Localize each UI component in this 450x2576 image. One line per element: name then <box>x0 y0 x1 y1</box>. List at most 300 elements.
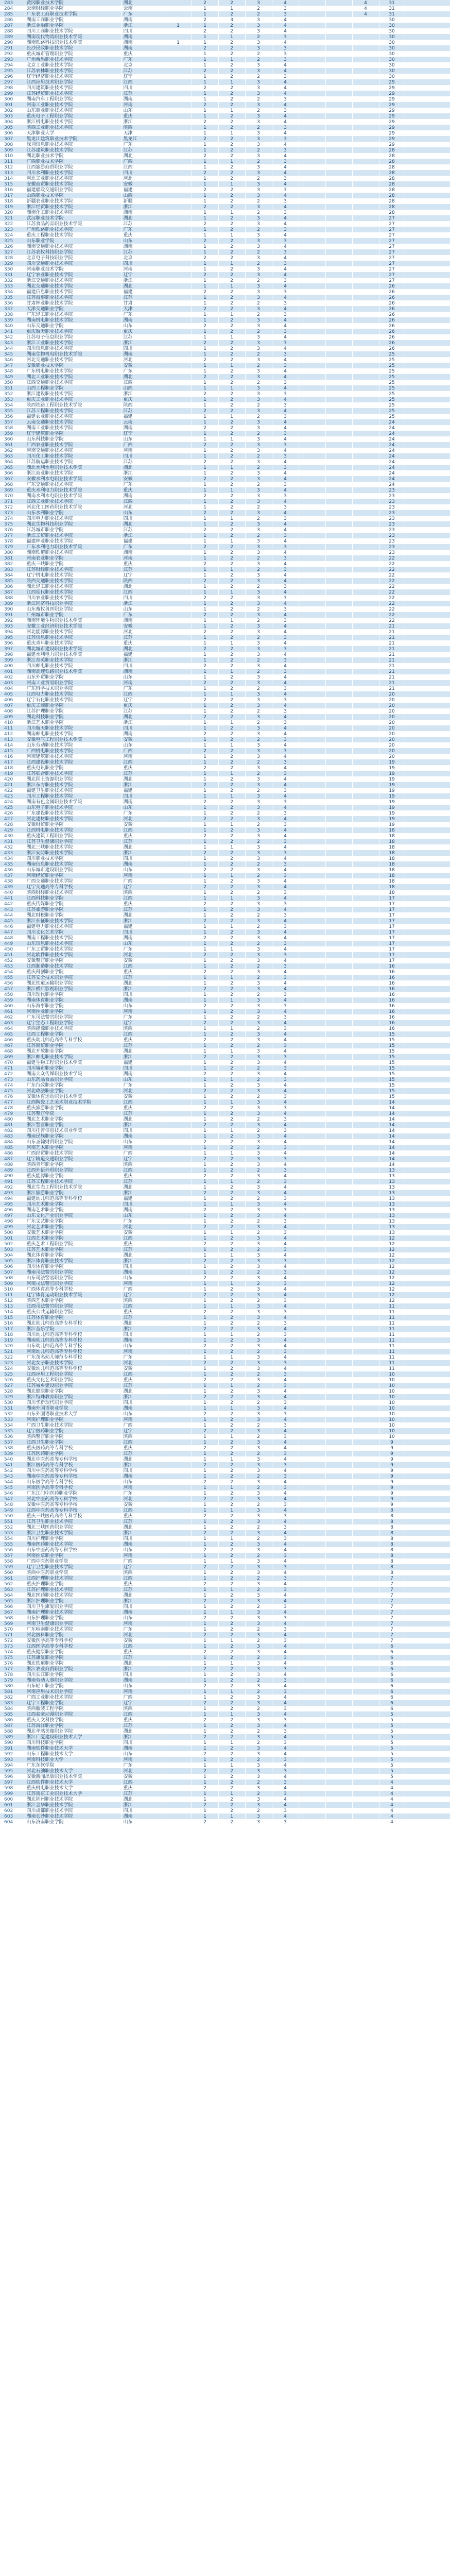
score-cell-5: 4 <box>272 1672 299 1677</box>
score-cell-2: 1 <box>192 380 218 385</box>
rank-cell: 528 <box>0 1388 25 1394</box>
score-cell-8 <box>352 1020 379 1026</box>
score-cell-6 <box>299 912 325 918</box>
score-cell-8 <box>352 584 379 589</box>
total-cell: 25 <box>379 368 405 374</box>
total-cell: 7 <box>379 1609 405 1615</box>
rank-cell: 432 <box>0 844 25 850</box>
province-cell: 湖北 <box>122 714 165 720</box>
score-cell-5: 3 <box>272 1780 299 1785</box>
school-name-cell: 广西交通职业技术学院 <box>25 878 122 884</box>
score-cell-3: 2 <box>218 1349 245 1354</box>
total-cell: 22 <box>379 578 405 584</box>
score-cell-1 <box>165 1524 192 1530</box>
rank-cell: 437 <box>0 873 25 878</box>
score-cell-8: 4 <box>352 11 379 17</box>
score-cell-5: 4 <box>272 986 299 992</box>
score-cell-3: 1 <box>218 1150 245 1156</box>
rank-cell: 465 <box>0 1031 25 1037</box>
row-spacer <box>405 895 450 901</box>
score-cell-1 <box>165 833 192 839</box>
score-cell-7 <box>325 1213 352 1218</box>
score-cell-4: 3 <box>245 1162 272 1167</box>
score-cell-7 <box>325 1077 352 1082</box>
score-cell-5: 3 <box>272 431 299 436</box>
score-cell-8 <box>352 142 379 147</box>
school-name-cell: 江苏工程职业技术学院 <box>25 1179 122 1184</box>
total-cell: 14 <box>379 1162 405 1167</box>
score-cell-5: 4 <box>272 1802 299 1808</box>
total-cell: 28 <box>379 210 405 215</box>
score-cell-4: 3 <box>245 1609 272 1615</box>
score-cell-3: 2 <box>218 1190 245 1196</box>
table-row <box>0 1286 450 1292</box>
school-name-cell: 山东司法警官职业学院 <box>25 1275 122 1281</box>
table-row <box>0 1683 450 1689</box>
score-cell-5: 3 <box>272 1587 299 1592</box>
row-spacer <box>405 1264 450 1269</box>
score-cell-3: 2 <box>218 1564 245 1570</box>
score-cell-1 <box>165 1281 192 1286</box>
score-cell-6 <box>299 771 325 776</box>
score-cell-7 <box>325 1020 352 1026</box>
school-name-cell: 江西制造职业技术学院 <box>25 963 122 969</box>
province-cell: 重庆 <box>122 1105 165 1111</box>
row-spacer <box>405 1513 450 1519</box>
score-cell-7 <box>325 1065 352 1071</box>
table-row <box>0 935 450 941</box>
score-cell-8 <box>352 1116 379 1122</box>
school-name-cell: 江苏卫生健康职业学院 <box>25 839 122 844</box>
score-cell-7 <box>325 215 352 221</box>
score-cell-8 <box>352 1037 379 1043</box>
score-cell-4: 3 <box>245 1286 272 1292</box>
score-cell-3: 2 <box>218 1626 245 1632</box>
total-cell: 22 <box>379 589 405 595</box>
rank-cell: 340 <box>0 323 25 329</box>
score-cell-3: 1 <box>218 567 245 572</box>
score-cell-1 <box>165 1473 192 1479</box>
score-cell-8 <box>352 1320 379 1326</box>
score-cell-3: 1 <box>218 1201 245 1207</box>
score-cell-3: 2 <box>218 227 245 232</box>
score-cell-6 <box>299 1150 325 1156</box>
score-cell-5: 4 <box>272 997 299 1003</box>
score-cell-8 <box>352 380 379 385</box>
score-cell-1 <box>165 567 192 572</box>
school-name-cell: 深圳信息职业技术学院 <box>25 142 122 147</box>
school-name-cell: 山东外国语职业技术大学 <box>25 1411 122 1417</box>
score-cell-2: 2 <box>192 340 218 346</box>
province-cell: 江苏 <box>122 408 165 414</box>
score-cell-8 <box>352 1235 379 1241</box>
score-cell-1 <box>165 1349 192 1354</box>
score-cell-3: 2 <box>218 40 245 45</box>
total-cell: 25 <box>379 385 405 391</box>
score-cell-3: 1 <box>218 261 245 266</box>
score-cell-7 <box>325 1456 352 1462</box>
rank-cell: 593 <box>0 1757 25 1762</box>
total-cell: 30 <box>379 45 405 51</box>
table-row <box>0 227 450 232</box>
rank-cell: 601 <box>0 1802 25 1808</box>
table-row <box>0 493 450 499</box>
score-cell-5: 4 <box>272 680 299 686</box>
score-cell-6 <box>299 510 325 516</box>
total-cell: 6 <box>379 1660 405 1666</box>
rank-cell: 405 <box>0 691 25 697</box>
score-cell-3: 2 <box>218 374 245 380</box>
school-name-cell: 湖南护理职业技术学院 <box>25 1609 122 1615</box>
row-spacer <box>405 1740 450 1745</box>
row-spacer <box>405 623 450 629</box>
province-cell: 重庆 <box>122 1037 165 1043</box>
score-cell-3: 2 <box>218 1184 245 1190</box>
score-cell-2: 2 <box>192 1360 218 1366</box>
score-cell-4: 3 <box>245 918 272 924</box>
score-cell-3: 2 <box>218 1802 245 1808</box>
score-cell-8 <box>352 232 379 238</box>
row-spacer <box>405 1252 450 1258</box>
score-cell-1 <box>165 963 192 969</box>
table-row <box>0 765 450 771</box>
score-cell-7 <box>325 278 352 283</box>
province-cell: 四川 <box>122 346 165 351</box>
score-cell-2: 2 <box>192 833 218 839</box>
table-row <box>0 1428 450 1434</box>
score-cell-1 <box>165 1190 192 1196</box>
rank-cell: 362 <box>0 448 25 453</box>
rank-cell: 399 <box>0 657 25 663</box>
score-cell-1 <box>165 1808 192 1814</box>
score-cell-2: 1 <box>192 402 218 408</box>
score-cell-5: 4 <box>272 1445 299 1451</box>
score-cell-1 <box>165 17 192 23</box>
score-cell-5: 3 <box>272 340 299 346</box>
score-cell-8 <box>352 1734 379 1740</box>
score-cell-7 <box>325 1621 352 1626</box>
score-cell-1 <box>165 113 192 119</box>
score-cell-8 <box>352 1082 379 1088</box>
table-row <box>0 102 450 108</box>
rank-cell: 454 <box>0 969 25 975</box>
province-cell: 四川 <box>122 793 165 799</box>
row-spacer <box>405 924 450 929</box>
province-cell: 湖南 <box>122 1207 165 1213</box>
province-cell: 山东 <box>122 606 165 612</box>
score-cell-6 <box>299 907 325 912</box>
table-row <box>0 11 450 17</box>
province-cell: 山东 <box>122 742 165 748</box>
row-spacer <box>405 1536 450 1541</box>
score-cell-2: 2 <box>192 612 218 618</box>
score-cell-5: 4 <box>272 1150 299 1156</box>
score-cell-2: 1 <box>192 1774 218 1780</box>
province-cell: 江苏 <box>122 708 165 714</box>
row-spacer <box>405 980 450 986</box>
table-row <box>0 918 450 924</box>
score-cell-8 <box>352 1711 379 1717</box>
total-cell: 22 <box>379 606 405 612</box>
score-cell-5: 4 <box>272 935 299 941</box>
score-cell-3: 2 <box>218 833 245 839</box>
score-cell-5: 3 <box>272 300 299 306</box>
score-cell-2: 1 <box>192 572 218 578</box>
score-cell-3: 2 <box>218 652 245 657</box>
score-cell-1 <box>165 448 192 453</box>
school-name-cell: 浙江横店影视职业学院 <box>25 986 122 992</box>
score-cell-2: 1 <box>192 40 218 45</box>
rank-cell: 382 <box>0 561 25 567</box>
score-cell-6 <box>299 1139 325 1145</box>
score-cell-1 <box>165 1780 192 1785</box>
total-cell: 28 <box>379 153 405 159</box>
row-spacer <box>405 555 450 561</box>
score-cell-7 <box>325 289 352 295</box>
score-cell-1 <box>165 652 192 657</box>
score-cell-5: 4 <box>272 1570 299 1575</box>
score-cell-5: 4 <box>272 368 299 374</box>
score-cell-6 <box>299 748 325 754</box>
row-spacer <box>405 1502 450 1507</box>
score-cell-4: 3 <box>245 266 272 272</box>
score-cell-2: 1 <box>192 1575 218 1581</box>
rank-cell: 573 <box>0 1643 25 1649</box>
province-cell: 湖北 <box>122 584 165 589</box>
score-cell-5: 3 <box>272 442 299 448</box>
table-row <box>0 1105 450 1111</box>
score-cell-2: 1 <box>192 1689 218 1694</box>
school-name-cell: 河南卫生健康职业学院 <box>25 1621 122 1626</box>
score-cell-6 <box>299 130 325 136</box>
score-cell-8 <box>352 1145 379 1150</box>
score-cell-5: 3 <box>272 1513 299 1519</box>
score-cell-1 <box>165 1417 192 1422</box>
score-cell-4: 3 <box>245 935 272 941</box>
score-cell-3: 2 <box>218 1235 245 1241</box>
score-cell-5: 4 <box>272 856 299 861</box>
score-cell-2: 1 <box>192 1502 218 1507</box>
score-cell-5: 4 <box>272 776 299 782</box>
rank-cell: 550 <box>0 1513 25 1519</box>
score-cell-5: 4 <box>272 782 299 788</box>
total-cell: 9 <box>379 1462 405 1468</box>
table-row <box>0 986 450 992</box>
rank-cell: 431 <box>0 839 25 844</box>
score-cell-2: 2 <box>192 1768 218 1774</box>
score-cell-5: 4 <box>272 561 299 567</box>
score-cell-2: 2 <box>192 306 218 312</box>
row-spacer <box>405 1377 450 1383</box>
score-cell-1 <box>165 1468 192 1473</box>
score-cell-6 <box>299 844 325 850</box>
score-cell-2: 1 <box>192 1213 218 1218</box>
total-cell: 15 <box>379 1060 405 1065</box>
school-name-cell: 浙江东方职业技术学院 <box>25 782 122 788</box>
score-cell-7 <box>325 1190 352 1196</box>
score-cell-7 <box>325 436 352 442</box>
score-cell-3: 1 <box>218 130 245 136</box>
province-cell: 陕西 <box>122 1434 165 1439</box>
total-cell: 16 <box>379 1014 405 1020</box>
total-cell: 14 <box>379 1128 405 1133</box>
score-cell-8: 4 <box>352 6 379 11</box>
score-cell-8 <box>352 765 379 771</box>
rank-cell: 516 <box>0 1320 25 1326</box>
table-row <box>0 391 450 397</box>
rank-cell: 554 <box>0 1536 25 1541</box>
row-spacer <box>405 397 450 402</box>
score-cell-1 <box>165 1547 192 1553</box>
rank-cell: 587 <box>0 1723 25 1728</box>
table-row <box>0 453 450 459</box>
school-name-cell: 湖南外国语职业学院 <box>25 1405 122 1411</box>
score-cell-1 <box>165 601 192 606</box>
score-cell-4: 3 <box>245 317 272 323</box>
province-cell: 湖北 <box>122 1184 165 1190</box>
score-cell-4: 3 <box>245 691 272 697</box>
score-cell-7 <box>325 17 352 23</box>
score-cell-5: 4 <box>272 1609 299 1615</box>
score-cell-2: 1 <box>192 96 218 102</box>
table-row <box>0 425 450 431</box>
table-row <box>0 793 450 799</box>
province-cell: 山东 <box>122 238 165 244</box>
score-cell-1 <box>165 1388 192 1394</box>
score-cell-8 <box>352 1111 379 1116</box>
row-spacer <box>405 1179 450 1184</box>
province-cell: 河北 <box>122 1632 165 1638</box>
rank-cell: 564 <box>0 1592 25 1598</box>
row-spacer <box>405 680 450 686</box>
province-cell: 重庆 <box>122 329 165 334</box>
score-cell-5: 4 <box>272 1082 299 1088</box>
row-spacer <box>405 1269 450 1275</box>
score-cell-5: 4 <box>272 1201 299 1207</box>
score-cell-2: 1 <box>192 1745 218 1751</box>
score-cell-5: 4 <box>272 1009 299 1014</box>
total-cell: 20 <box>379 714 405 720</box>
total-cell: 20 <box>379 737 405 742</box>
school-name-cell: 山东城市建设职业学院 <box>25 867 122 873</box>
score-cell-8 <box>352 1536 379 1541</box>
score-cell-5: 3 <box>272 312 299 317</box>
total-cell: 21 <box>379 663 405 669</box>
score-cell-7 <box>325 878 352 884</box>
province-cell: 江苏 <box>122 1791 165 1797</box>
table-row <box>0 833 450 839</box>
score-cell-5: 3 <box>272 1626 299 1632</box>
row-spacer <box>405 1547 450 1553</box>
score-cell-8 <box>352 351 379 357</box>
score-cell-8 <box>352 368 379 374</box>
table-row <box>0 521 450 527</box>
province-cell: 江苏 <box>122 1179 165 1184</box>
score-cell-3: 1 <box>218 997 245 1003</box>
province-cell: 山东 <box>122 1139 165 1145</box>
rank-cell: 322 <box>0 221 25 227</box>
score-cell-5: 3 <box>272 1145 299 1150</box>
score-cell-1 <box>165 1088 192 1094</box>
score-cell-3: 2 <box>218 346 245 351</box>
score-cell-7 <box>325 861 352 867</box>
score-cell-1 <box>165 1043 192 1048</box>
school-name-cell: 河北女子职业技术学院 <box>25 1360 122 1366</box>
score-cell-7 <box>325 1479 352 1485</box>
table-row <box>0 1275 450 1281</box>
total-cell: 21 <box>379 635 405 640</box>
row-spacer <box>405 1371 450 1377</box>
score-cell-2: 1 <box>192 1400 218 1405</box>
score-cell-8 <box>352 40 379 45</box>
row-spacer <box>405 595 450 601</box>
school-name-cell: 江苏安全技术职业学院 <box>25 975 122 980</box>
score-cell-5: 3 <box>272 1575 299 1581</box>
score-cell-1 <box>165 1218 192 1224</box>
total-cell: 6 <box>379 1666 405 1672</box>
score-cell-5: 3 <box>272 1768 299 1774</box>
school-name-cell: 湖南民族职业学院 <box>25 1133 122 1139</box>
score-cell-3: 1 <box>218 924 245 929</box>
score-cell-1 <box>165 1496 192 1502</box>
table-row <box>0 147 450 153</box>
score-cell-6 <box>299 1343 325 1349</box>
score-cell-8 <box>352 1411 379 1417</box>
score-cell-7 <box>325 170 352 176</box>
table-row <box>0 1706 450 1711</box>
score-cell-2: 2 <box>192 867 218 873</box>
school-name-cell: 陕西交通职业技术学院 <box>25 578 122 584</box>
score-cell-5: 3 <box>272 759 299 765</box>
score-cell-2: 2 <box>192 1326 218 1332</box>
school-name-cell: 四川幼儿师范高等专科学校 <box>25 1332 122 1337</box>
score-cell-8 <box>352 567 379 572</box>
province-cell: 江苏 <box>122 295 165 300</box>
score-cell-5: 4 <box>272 1213 299 1218</box>
score-cell-8 <box>352 181 379 187</box>
score-cell-6 <box>299 289 325 295</box>
score-cell-6 <box>299 567 325 572</box>
score-cell-7 <box>325 1592 352 1598</box>
score-cell-4: 3 <box>245 1694 272 1700</box>
row-spacer <box>405 346 450 351</box>
score-cell-4: 3 <box>245 357 272 363</box>
total-cell: 10 <box>379 1371 405 1377</box>
score-cell-8 <box>352 283 379 289</box>
score-cell-2: 2 <box>192 1513 218 1519</box>
province-cell: 江西 <box>122 1303 165 1309</box>
total-cell: 5 <box>379 1757 405 1762</box>
school-name-cell: 江苏信息职业技术学院 <box>25 635 122 640</box>
score-cell-1 <box>165 1694 192 1700</box>
rank-cell: 358 <box>0 425 25 431</box>
school-name-cell: 广西职业技术学院 <box>25 159 122 164</box>
rank-cell: 330 <box>0 266 25 272</box>
score-cell-3: 1 <box>218 6 245 11</box>
table-row <box>0 1711 450 1717</box>
total-cell: 11 <box>379 1303 405 1309</box>
score-cell-4: 3 <box>245 833 272 839</box>
score-cell-5: 4 <box>272 255 299 261</box>
score-cell-7 <box>325 527 352 533</box>
total-cell: 19 <box>379 765 405 771</box>
row-spacer <box>405 652 450 657</box>
score-cell-8 <box>352 431 379 436</box>
score-cell-2: 1 <box>192 941 218 946</box>
score-cell-7 <box>325 544 352 550</box>
score-cell-5: 3 <box>272 516 299 521</box>
score-cell-5: 4 <box>272 1785 299 1791</box>
